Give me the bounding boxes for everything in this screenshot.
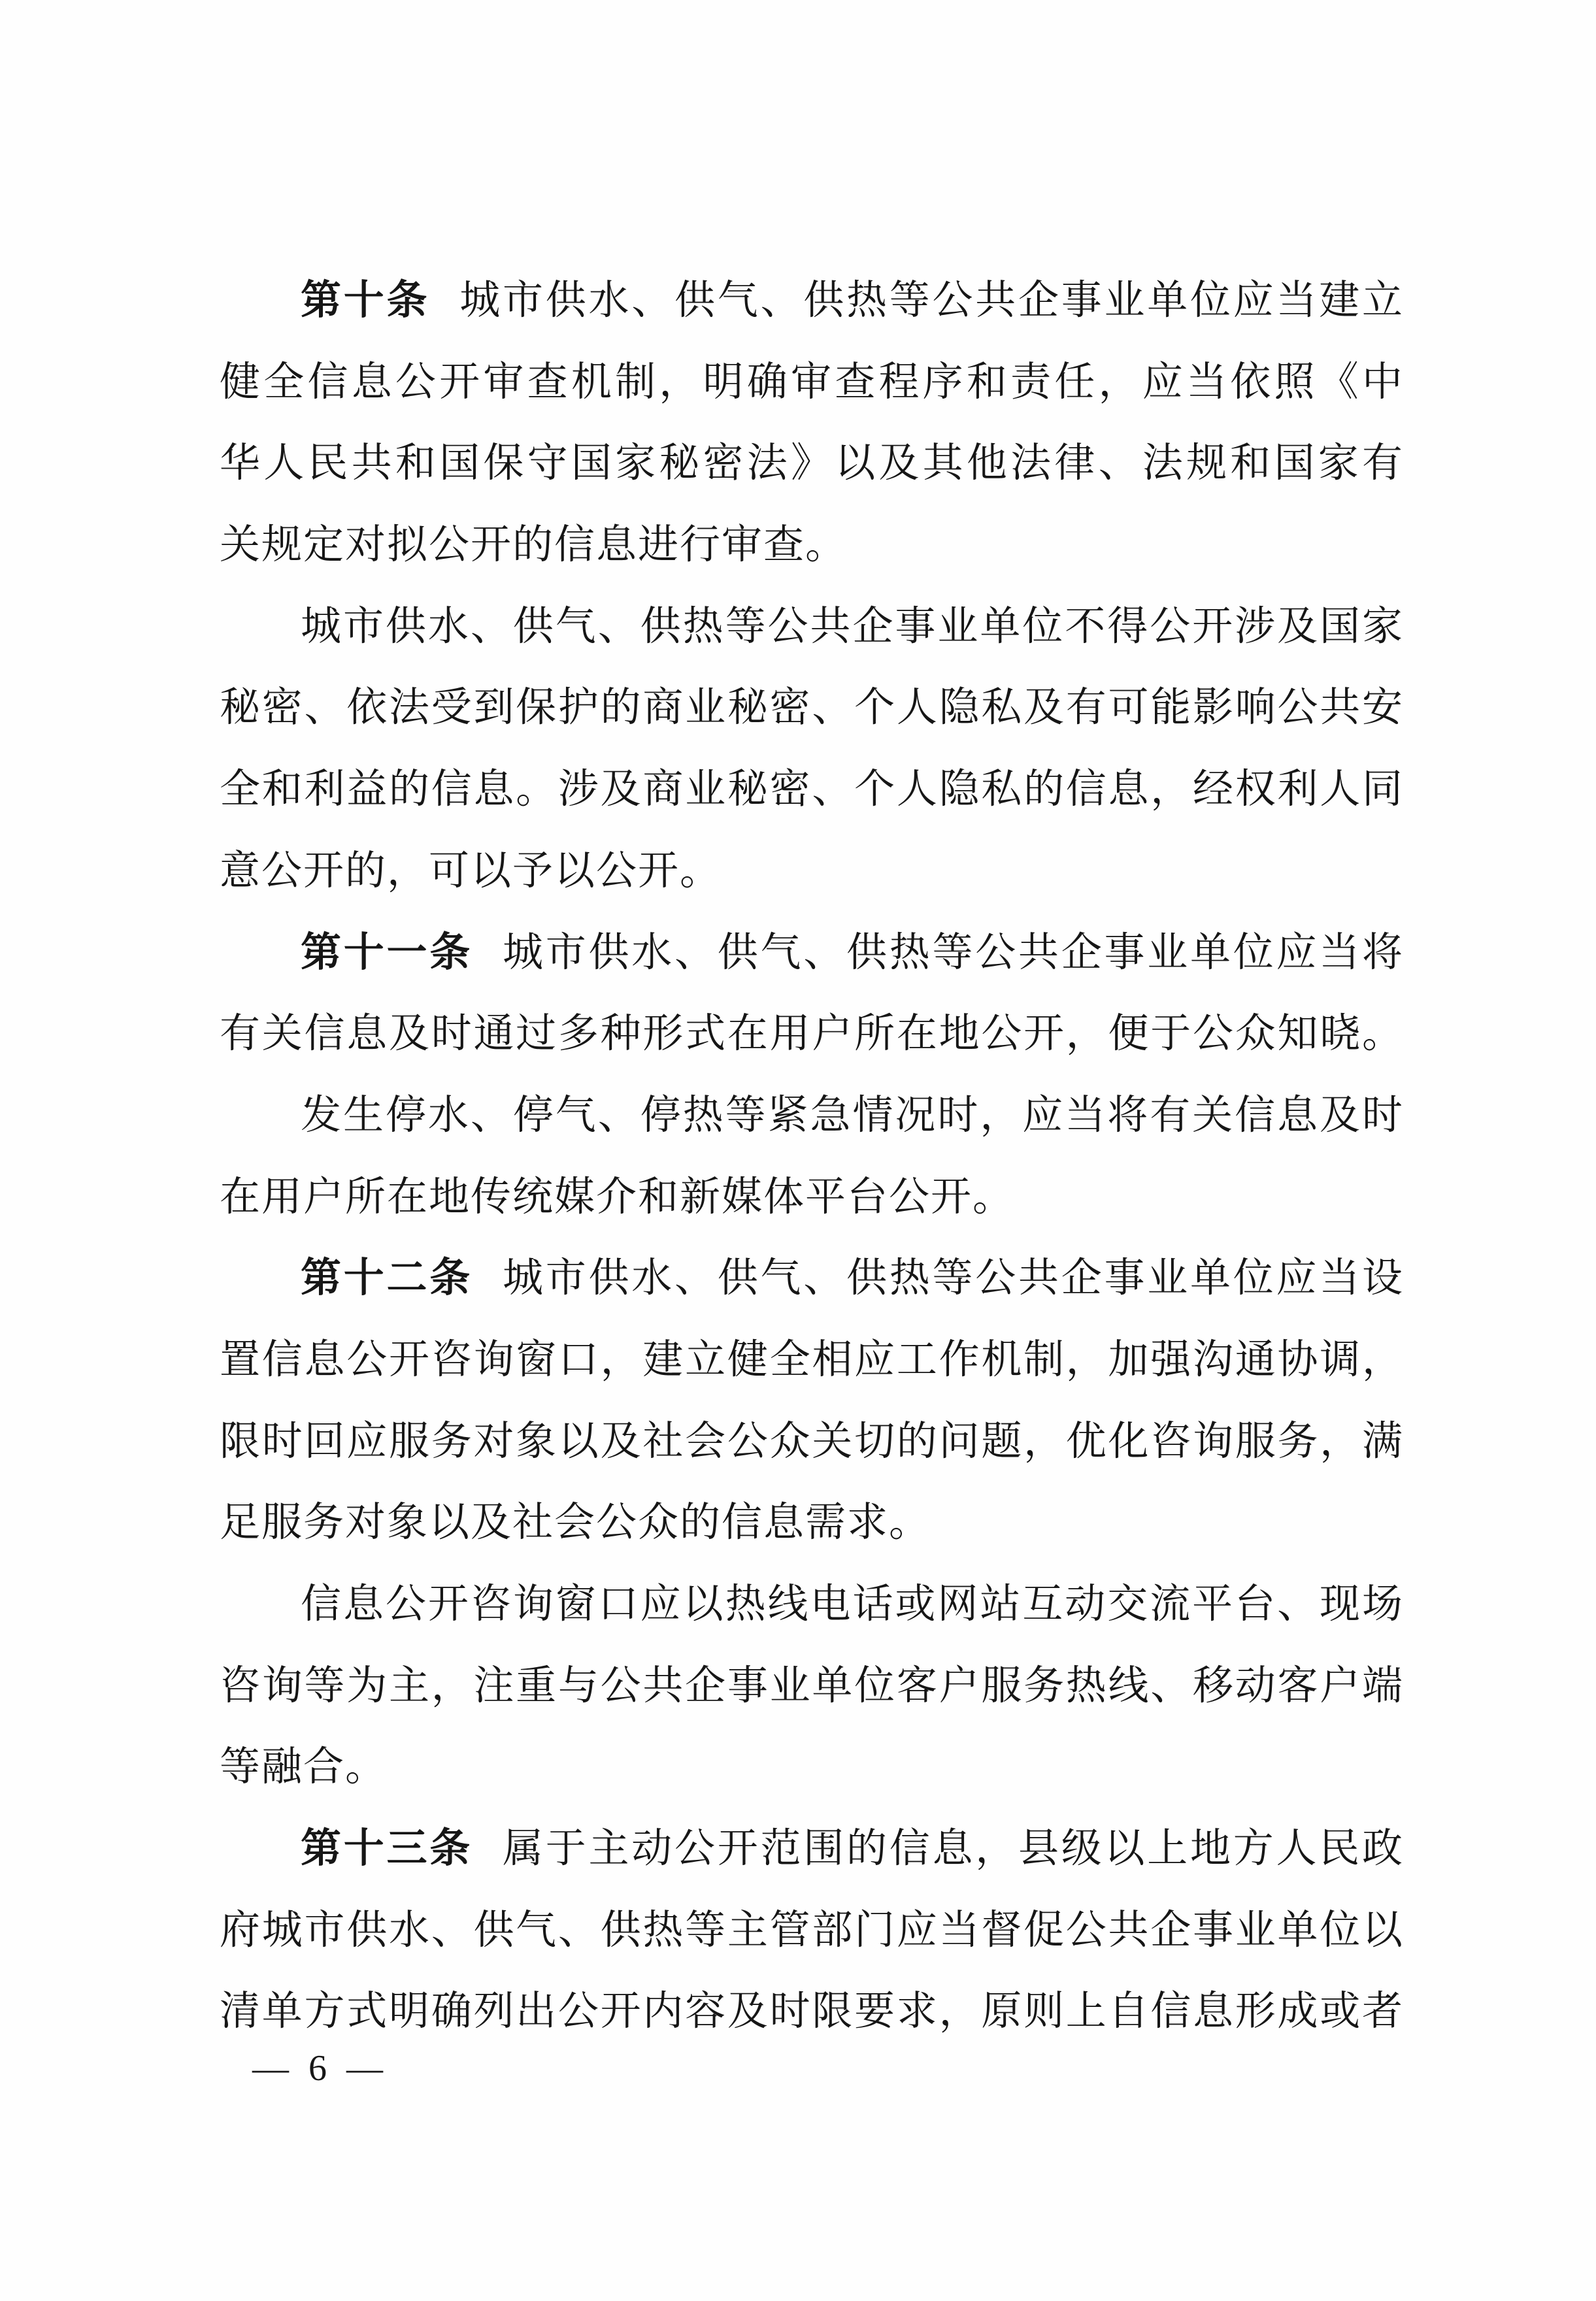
text-line — [220, 1971, 1404, 2053]
text-run: 清单方式明确列出公开内容及时限要求，原则上自信息形成或者 — [220, 1989, 1404, 2034]
text-run: 发生停水、停气、停热等紧急情况时，应当将有关信息及时 — [301, 1093, 1404, 1138]
document-body — [220, 260, 1404, 2053]
text-run: 城市供水、供气、供热等公共企事业单位应当建立 — [459, 278, 1404, 323]
text-run: 咨询等为主，注重与公共企事业单位客户服务热线、移动客户端 — [220, 1663, 1404, 1708]
article-number: 第十一条 — [301, 929, 473, 975]
text-run: 华人民共和国保守国家秘密法》以及其他法律、法规和国家有 — [220, 441, 1404, 486]
text-line — [220, 831, 1404, 912]
page-number: — 6 — — [252, 2048, 388, 2089]
text-run: 等融合。 — [220, 1745, 388, 1790]
text-run: 信息公开咨询窗口应以热线电话或网站互动交流平台、现场 — [301, 1582, 1404, 1627]
text-line — [220, 586, 1404, 668]
text-line — [220, 1646, 1404, 1727]
text-line — [220, 1075, 1404, 1157]
text-run: 置信息公开咨询窗口，建立健全相应工作机制，加强沟通协调， — [220, 1337, 1404, 1382]
text-run: 有关信息及时通过多种形式在用户所在地公开，便于公众知晓。 — [220, 1012, 1404, 1057]
text-run: 足服务对象以及社会公众的信息需求。 — [220, 1500, 931, 1546]
text-run: 在用户所在地传统媒介和新媒体平台公开。 — [220, 1174, 1015, 1219]
text-run: 属于主动公开范围的信息，县级以上地方人民政 — [503, 1827, 1404, 1872]
text-line — [220, 1890, 1404, 1972]
text-line — [220, 423, 1404, 505]
article-number: 第十三条 — [301, 1826, 473, 1872]
text-line — [220, 1564, 1404, 1646]
text-line — [220, 1238, 1404, 1319]
text-run: 意公开的，可以予以公开。 — [220, 848, 722, 893]
text-line — [220, 749, 1404, 831]
text-run: 府城市供水、供气、供热等主管部门应当督促公共企事业单位以 — [220, 1908, 1404, 1953]
text-run: 全和利益的信息。涉及商业秘密、个人隐私的信息，经权利人同 — [220, 767, 1404, 812]
text-line — [220, 505, 1404, 586]
text-run: 城市供水、供气、供热等公共企事业单位应当将 — [503, 930, 1404, 975]
text-run: 城市供水、供气、供热等公共企事业单位应当设 — [503, 1256, 1404, 1301]
text-line — [220, 1157, 1404, 1238]
article-number: 第十二条 — [301, 1255, 473, 1301]
text-line — [220, 1401, 1404, 1483]
text-line — [220, 1482, 1404, 1564]
text-line — [220, 1319, 1404, 1401]
article-number: 第十条 — [301, 278, 430, 323]
text-run: 限时回应服务对象以及社会公众关切的问题，优化咨询服务，满 — [220, 1419, 1404, 1464]
text-run: 健全信息公开审查机制，明确审查程序和责任，应当依照《中 — [220, 359, 1404, 405]
text-line — [220, 1808, 1404, 1890]
text-line — [220, 667, 1404, 749]
text-line — [220, 260, 1404, 342]
text-line — [220, 993, 1404, 1075]
text-line — [220, 342, 1404, 423]
text-run: 城市供水、供气、供热等公共企事业单位不得公开涉及国家 — [301, 604, 1404, 649]
text-run: 秘密、依法受到保护的商业秘密、个人隐私及有可能影响公共安 — [220, 686, 1404, 731]
text-line — [220, 912, 1404, 994]
text-line — [220, 1727, 1404, 1808]
text-run: 关规定对拟公开的信息进行审查。 — [220, 523, 848, 568]
